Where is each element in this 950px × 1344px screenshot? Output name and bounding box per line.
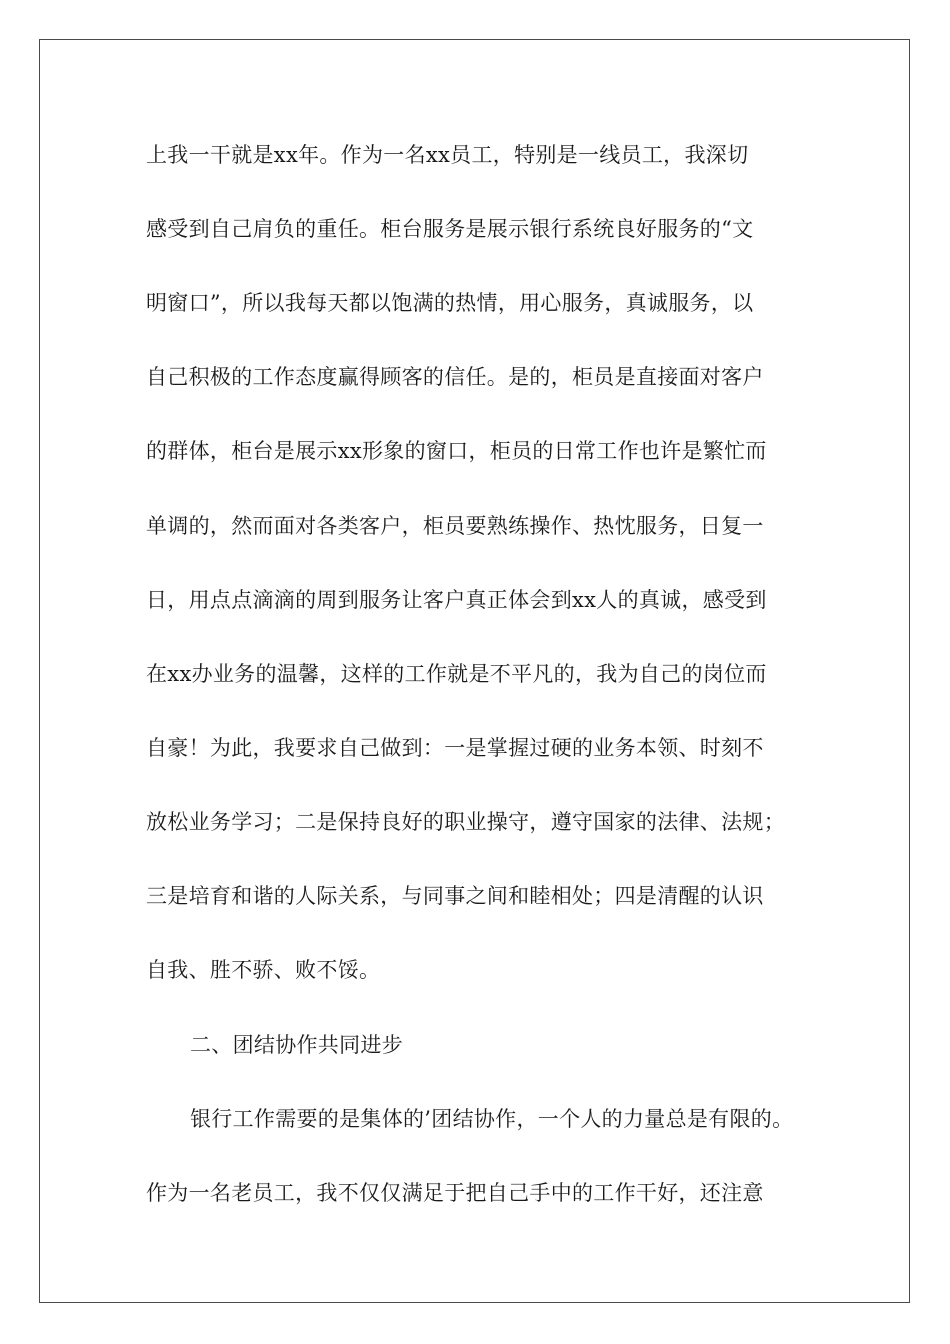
body-text-line: 自我、胜不骄、败不馁。 [146,958,381,982]
body-text-line: 三是培育和谐的人际关系，与同事之间和睦相处；四是清醒的认识 [146,884,764,908]
body-text-line: 银行工作需要的是集体的’团结协作，一个人的力量总是有限的。 [190,1107,794,1131]
body-text-line: 在xx办业务的温馨，这样的工作就是不平凡的，我为自己的岗位而 [146,662,767,686]
body-text-line: 日，用点点滴滴的周到服务让客户真正体会到xx人的真诚，感受到 [146,588,767,612]
body-text-line: 明窗口”，所以我每天都以饱满的热情，用心服务，真诚服务，以 [146,291,754,315]
body-text-line: 作为一名老员工，我不仅仅满足于把自己手中的工作干好，还注意 [146,1181,764,1205]
body-text-line: 上我一干就是xx年。作为一名xx员工，特别是一线员工，我深切 [146,143,749,167]
body-text-line: 自豪！为此，我要求自己做到：一是掌握过硬的业务本领、时刻不 [146,736,764,760]
body-text-line: 单调的，然而面对各类客户，柜员要熟练操作、热忱服务，日复一 [146,514,764,538]
body-text-line: 放松业务学习；二是保持良好的职业操守，遵守国家的法律、法规； [146,810,785,834]
body-text-line: 的群体，柜台是展示xx形象的窗口，柜员的日常工作也许是繁忙而 [146,439,767,463]
body-text-line: 自己积极的工作态度赢得顾客的信任。是的，柜员是直接面对客户 [146,365,764,389]
section-heading: 二、团结协作共同进步 [190,1033,403,1057]
body-text-line: 感受到自己肩负的重任。柜台服务是展示银行系统良好服务的“文 [146,217,754,241]
